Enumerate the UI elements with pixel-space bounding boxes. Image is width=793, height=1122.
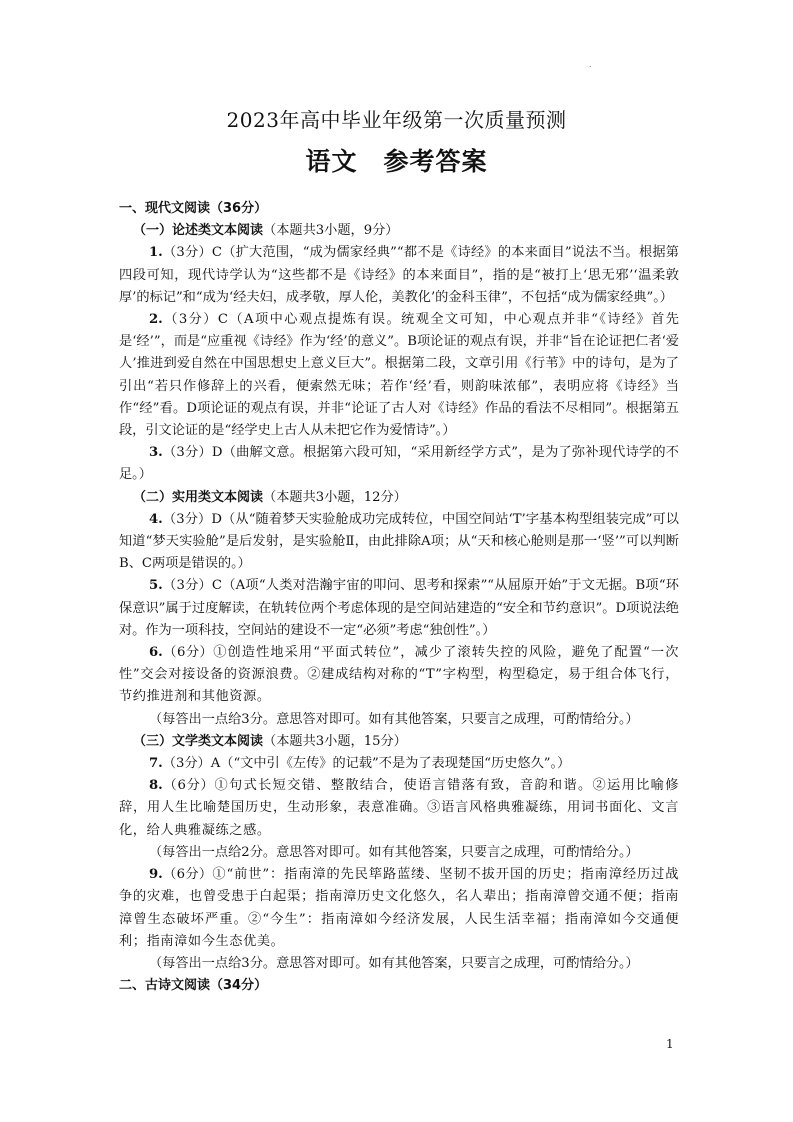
subsection-practical [119, 487, 679, 509]
question-number: 6. [149, 645, 163, 661]
answer-text: （3分）D（从“随着梦天实验舱成功完成转位，中国空间站‘T’字基本构型组装完成”可以知道“梦天实验舱”是后发射，是实验舱Ⅱ，由此排除A项；从“天和核心舱则是那一‘竖’”可以判断B、C两项是错误的。） [119, 511, 679, 572]
question-number: 5. [149, 578, 163, 594]
answer-item-3 [119, 442, 679, 486]
grading-note-9: （每答出一点给3分。意思答对即可。如有其他答案，只要言之成理，可酌情给分。） [149, 955, 639, 971]
header-dot: . [589, 60, 592, 69]
question-number: 9. [149, 867, 163, 883]
question-number: 7. [149, 756, 163, 772]
answer-text: ①“前世”：指南漳的先民筚路蓝缕、坚韧不拔开国的历史；指南漳经历过战争的灾难，也曾受患于白起渠；指南漳历史文化悠久，名人辈出；指南漳曾交通不便；指南漳曾生态破坏严重。②“今生”：指南漳如今经济发展，人民生活幸福；指南漳如今交通便利；指南漳如今生态优美。 [119, 867, 680, 949]
answer-text: ①创造性地采用“平面式转位”，减少了滚转失控的风险，避免了配置“一次性”交会对接设备的资源浪费。②建成结构对称的“T”字构型，构型稳定，易于组合体飞行，节约推进剂和其他资源。 [119, 645, 680, 705]
section-title-modern-reading: 一、现代文阅读（36分） [119, 201, 268, 216]
answer-item-8 [119, 775, 679, 842]
answer-item-4 [119, 509, 679, 576]
page-number: 1 [666, 1037, 674, 1051]
answer-score: （6分） [162, 778, 215, 794]
answer-content [119, 198, 679, 997]
answer-score: （6分） [162, 867, 213, 883]
page-title: 2023年高中毕业年级第一次质量预测 [226, 108, 567, 132]
answer-score: （6分） [162, 645, 214, 661]
answer-item-6 [119, 642, 679, 709]
answer-text: （3分）A（“文中引《左传》的记载”不是为了表现楚国“历史悠久”。） [162, 756, 571, 772]
question-number: 4. [149, 511, 163, 527]
question-number: 3. [149, 445, 163, 461]
grading-note-8: （每答出一点给2分。意思答对即可。如有其他答案，只要言之成理，可酌情给分。） [149, 844, 639, 860]
answer-text: （3分）C（扩大范围，“成为儒家经典”“都不是《诗经》的本来面目”说法不当。根据第四段可知，现代诗学认为“这些都不是《诗经》的本来面目”，指的是“被打上‘思无邪’‘温柔敦厚’的标记”和“成为‘经夫妇，成孝敬，厚人伦，美教化’的金科玉律”，不包括“成为儒家经典”。） [119, 245, 679, 305]
subsection-title: （一）论述类文本阅读 [133, 223, 264, 239]
section-title-classical-reading: 二、古诗文阅读（34分） [119, 978, 268, 994]
answer-text: （3分）C（A项“人类对浩瀚宇宙的叩问、思考和探索”“从屈原开始”于文无据。B项“环保意识”属于过度解读，在轨转位两个考虑体现的是空间站建造的“安全和节约意识”。D项说法绝对。作为一项科技，空间站的建设不一定“必须”考虑“独创性”。） [119, 578, 679, 638]
answer-item-7 [119, 753, 679, 775]
subsection-note: （本题共3小题，9分） [263, 223, 399, 239]
question-number: 2. [149, 312, 163, 328]
subsection-note: （本题共3小题，12分） [263, 489, 407, 505]
answer-text: （3分）D（曲解文意。根据第六段可知，“采用新经学方式”，是为了弥补现代诗学的不足。） [119, 445, 679, 483]
answer-text: ①句式长短交错、整散结合，使语言错落有致，音韵和谐。②运用比喻修辞，用人生比喻楚国历史，生动形象，表意准确。③语言风格典雅凝练，用词书面化、文言化，给人典雅凝练之感。 [119, 778, 680, 838]
subsection-note: （本题共3小题，15分） [263, 733, 407, 749]
subsection-argumentative [119, 220, 679, 242]
subsection-title: （二）实用类文本阅读 [133, 489, 264, 505]
answer-item-1 [119, 242, 679, 309]
page-subtitle: 语文 参考答案 [305, 147, 488, 176]
answer-item-9 [119, 864, 679, 953]
question-number: 1. [149, 245, 163, 261]
question-number: 8. [149, 778, 163, 794]
answer-item-2 [119, 309, 679, 442]
subsection-literary [119, 731, 679, 753]
answer-text: （3分）C（A项中心观点提炼有误。统观全文可知，中心观点并非“《诗经》首先是‘经’”，而是“应重视《诗经》作为‘经’的意义”。B项论证的观点有误，并非“旨在论证把仁者‘爱人’推进到爱自然在中国思想史上意义巨大”。根据第二段，文章引用《行苇》中的诗句，是为了引出“若只作修辞上的兴看，便索然无味；若作‘经’看，则韵味浓郁”，表明应将《诗经》当作“经”看。D项论证的观点有误，并非“论证了古人对《诗经》作品的看法不尽相同”。根据第五段，引文论证的是“经学史上古人从未把它作为爱情诗”。） [119, 312, 679, 439]
answer-item-5 [119, 575, 679, 642]
grading-note-6: （每答出一点给3分。意思答对即可。如有其他答案，只要言之成理，可酌情给分。） [149, 711, 639, 727]
subsection-title: （三）文学类文本阅读 [133, 733, 264, 749]
